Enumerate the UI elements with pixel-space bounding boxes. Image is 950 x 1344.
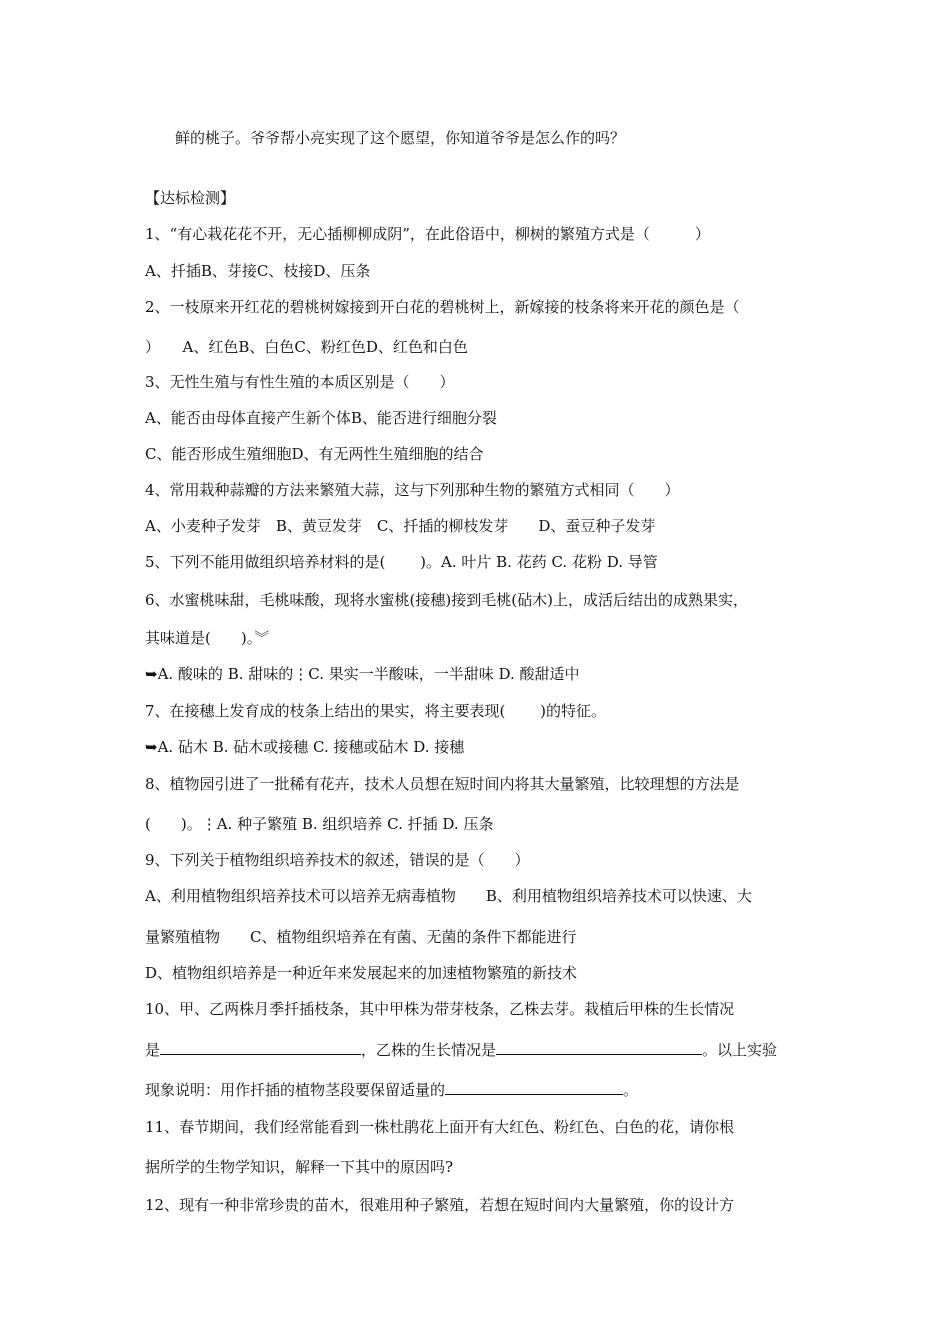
q3-options-cd: C、能否形成生殖细胞D、有无两性生殖细胞的结合 [145, 445, 484, 463]
q11-stem-continued: 据所学的生物学知识，解释一下其中的原因吗? [145, 1158, 454, 1176]
q3-options-ab: A、能否由母体直接产生新个体B、能否进行细胞分裂 [145, 409, 497, 427]
q10-stem: 10、甲、乙两株月季扦插枝条，其中甲株为带芽枝条，乙株去芽。栽植后甲株的生长情况 [145, 1000, 735, 1018]
q10-answer-blank-1[interactable] [160, 1040, 361, 1055]
q9-line-2: 量繁殖植物 C、植物组织培养在有菌、无菌的条件下都能进行 [145, 928, 577, 946]
q10-answer-blank-2[interactable] [496, 1040, 702, 1055]
q10-answer-blank-3[interactable] [445, 1080, 623, 1095]
q2-stem: 2、一枝原来开红花的碧桃树嫁接到开白花的碧桃树上，新嫁接的枝条将来开花的颜色是（ [145, 298, 740, 316]
q10-text-3: 。以上实验 [702, 1041, 778, 1059]
q5-line: 5、下列不能用做组织培养材料的是( )。A. 叶片 B. 花药 C. 花粉 D. 导管 [145, 553, 658, 571]
q3-stem: 3、无性生殖与有性生殖的本质区别是（ ） [145, 373, 455, 391]
q10-text-1: 是 [145, 1041, 161, 1059]
q10-text-5: 。 [623, 1081, 639, 1099]
q1-stem: 1、“有心栽花花不开，无心插柳柳成阴”，在此俗语中，柳树的繁殖方式是（ ） [145, 225, 710, 243]
q1-options: A、扦插B、芽接C、枝接D、压条 [145, 262, 371, 280]
q10-text-4: 现象说明：用作扦插的植物茎段要保留适量的 [145, 1081, 446, 1099]
q12-stem: 12、现有一种非常珍贵的苗木，很难用种子繁殖，若想在短时间内大量繁殖，你的设计方 [145, 1196, 735, 1214]
q4-options: A、小麦种子发芽 B、黄豆发芽 C、扦插的柳枝发芽 D、蚕豆种子发芽 [145, 517, 656, 535]
q6-stem-continued: 其味道是( )。︾ [145, 629, 270, 647]
q8-stem: 8、植物园引进了一批稀有花卉，技术人员想在短时间内将其大量繁殖，比较理想的方法是 [145, 775, 740, 793]
q9-line-1: A、利用植物组织培养技术可以培养无病毒植物 B、利用植物组织培养技术可以快速、大 [145, 887, 752, 905]
q2-options: ） A、红色B、白色C、粉红色D、红色和白色 [145, 338, 468, 356]
q9-stem: 9、下列关于植物组织培养技术的叙述，错误的是（ ） [145, 851, 530, 869]
q7-options: ➥A. 砧木 B. 砧木或接穗 C. 接穗或砧木 D. 接穗 [145, 738, 465, 756]
q11-stem: 11、春节期间，我们经常能看到一株杜鹃花上面开有大红色、粉红色、白色的花，请你根 [145, 1118, 735, 1136]
q4-stem: 4、常用栽种蒜瓣的方法来繁殖大蒜，这与下列那种生物的繁殖方式相同（ ） [145, 481, 680, 499]
q10-line-3 [145, 1080, 638, 1100]
q7-stem: 7、在接穗上发育成的枝条上结出的果实，将主要表现( )的特征。 [145, 702, 607, 720]
q10-text-2: ，乙株的生长情况是 [361, 1041, 497, 1059]
q10-line-2 [145, 1040, 777, 1060]
q6-options: ➥A. 酸味的 B. 甜味的⋮C. 果实一半酸味，一半甜味 D. 酸甜适中 [145, 665, 580, 683]
section-title: 【达标检测】 [145, 189, 236, 207]
intro-line: 鲜的桃子。爷爷帮小亮实现了这个愿望，你知道爷爷是怎么作的吗？ [175, 129, 626, 147]
q9-line-3: D、植物组织培养是一种近年来发展起来的加速植物繁殖的新技术 [145, 964, 578, 982]
q8-options: ( )。⋮A. 种子繁殖 B. 组织培养 C. 扦插 D. 压条 [145, 815, 494, 833]
q6-stem: 6、水蜜桃味甜，毛桃味酸，现将水蜜桃(接穗)接到毛桃(砧木)上，成活后结出的成熟果实， [145, 591, 748, 609]
